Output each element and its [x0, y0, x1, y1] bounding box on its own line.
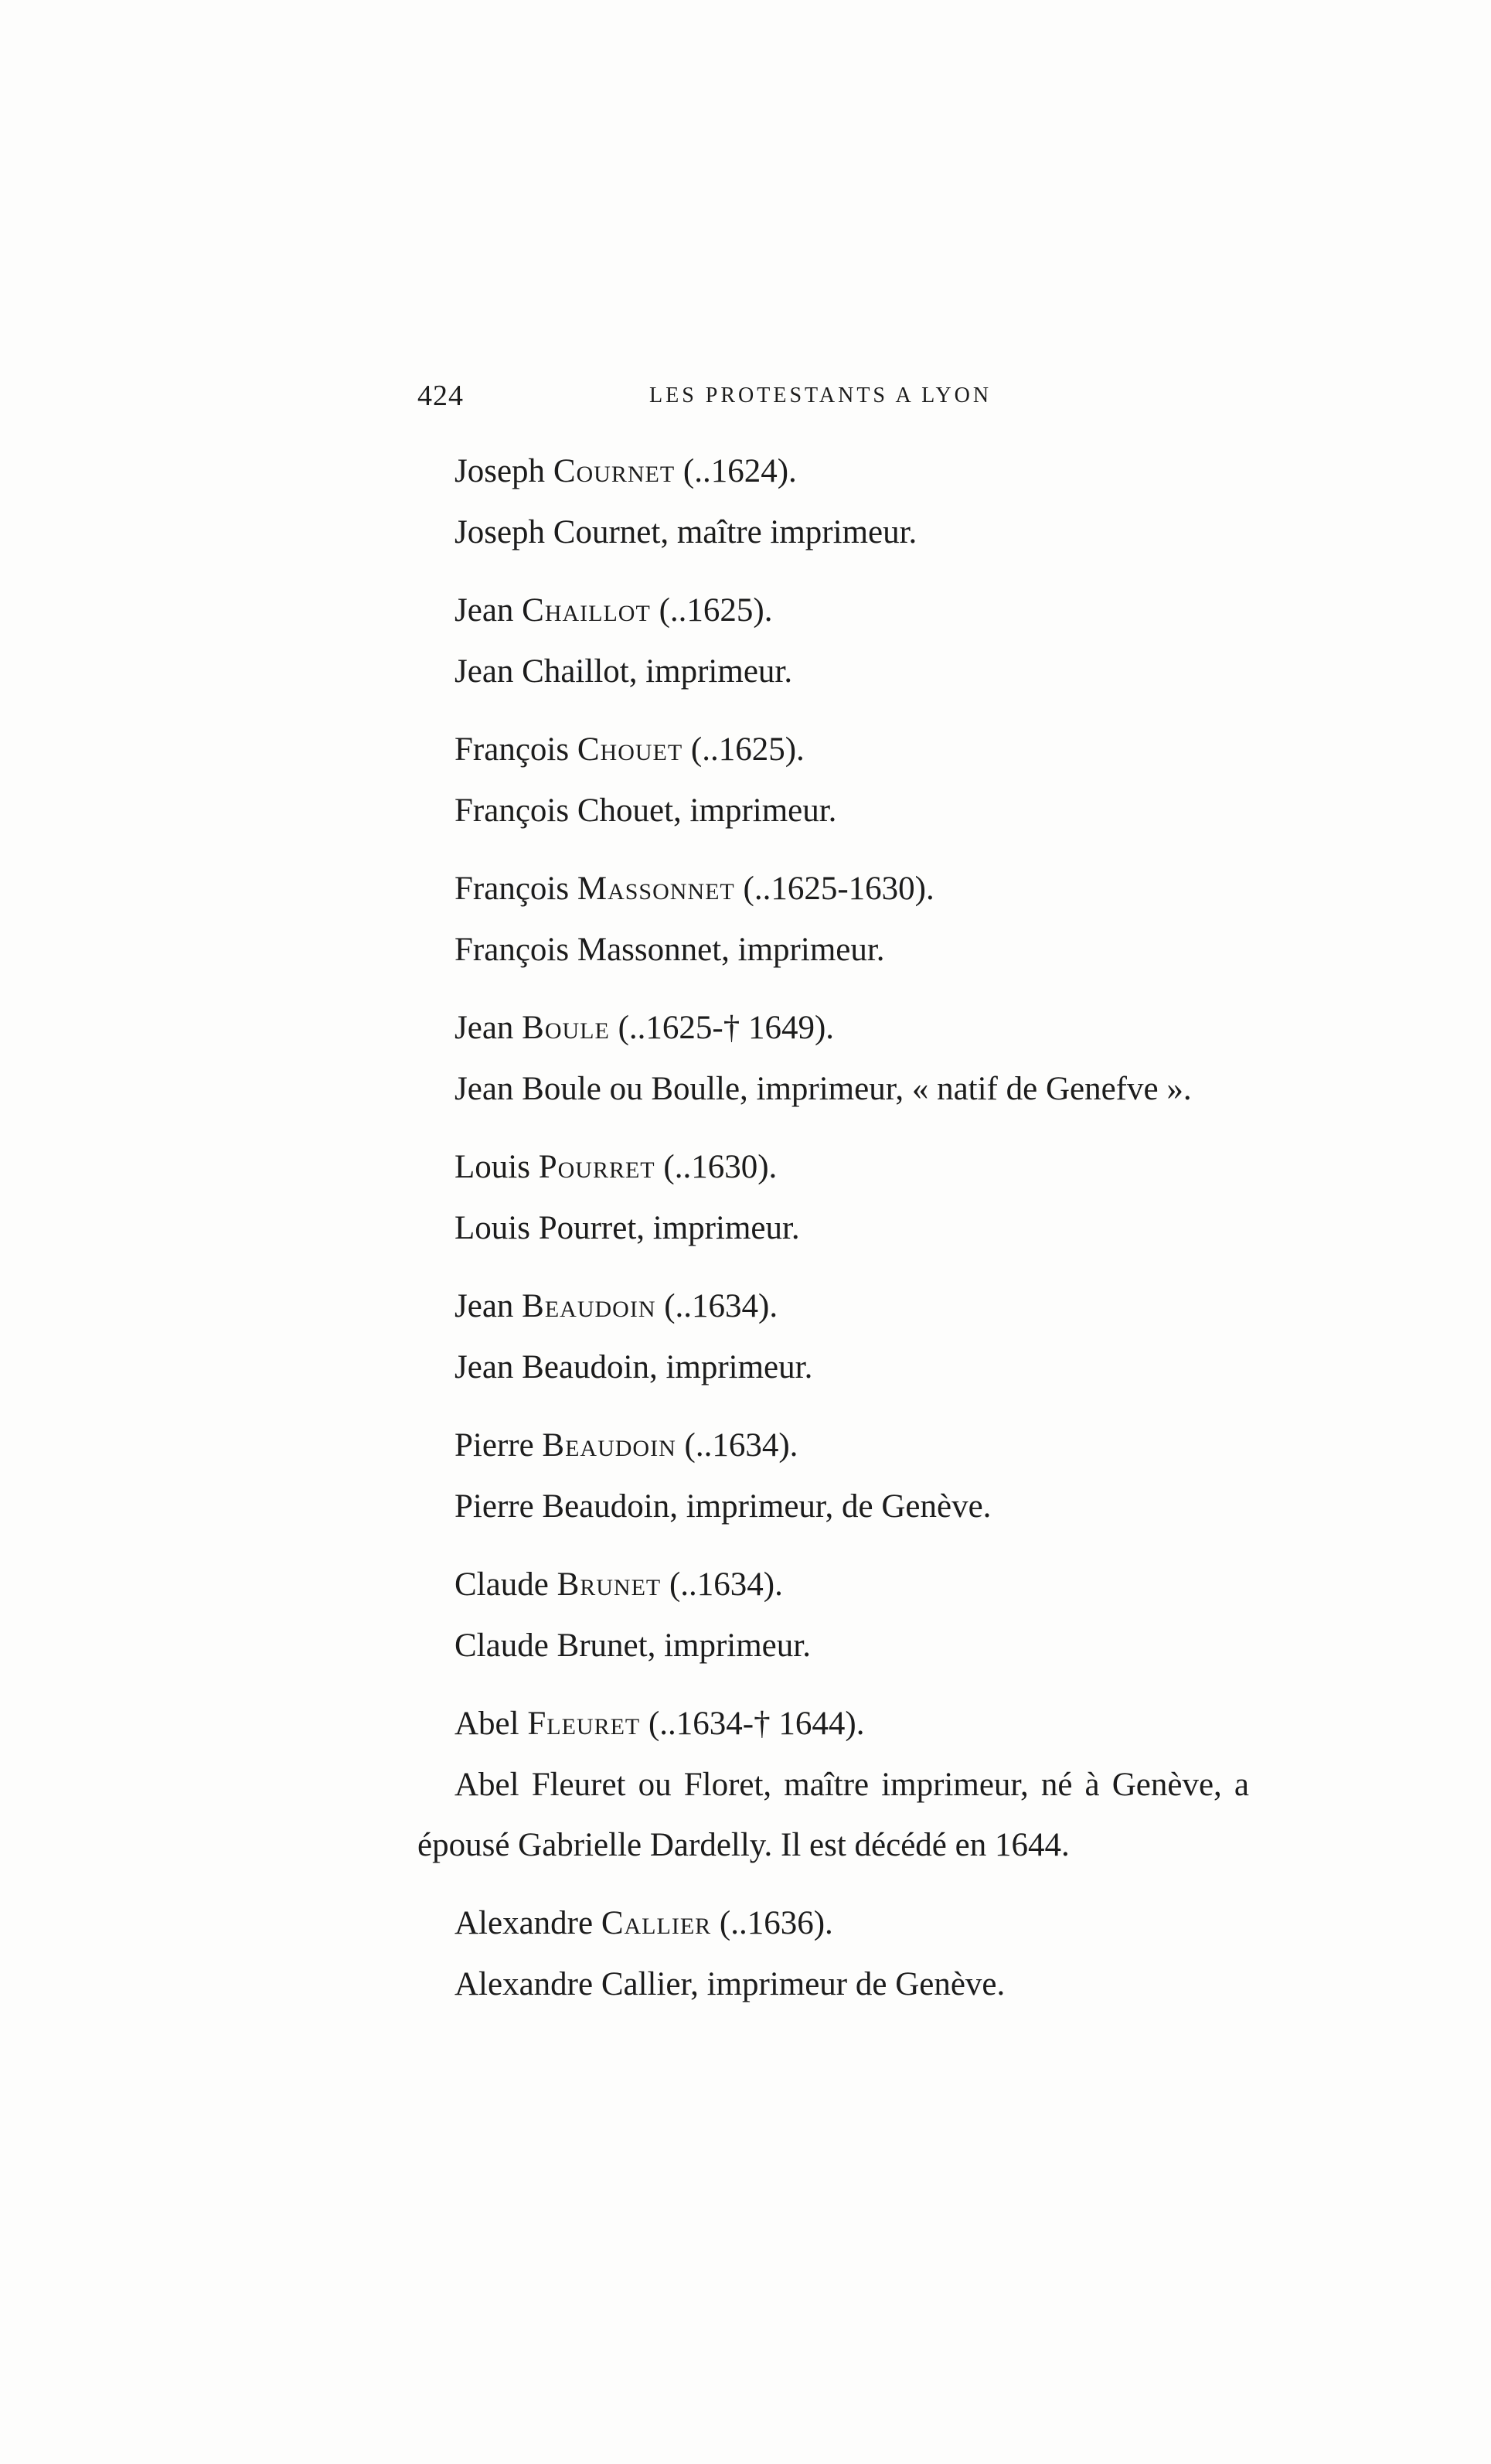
- dates: (..1636).: [719, 1905, 833, 1941]
- surname: Callier: [601, 1905, 712, 1941]
- given-name: Alexandre: [454, 1905, 594, 1941]
- surname: Fleuret: [527, 1706, 641, 1742]
- running-title: LES PROTESTANTS A LYON: [649, 383, 992, 407]
- surname: Pourret: [538, 1149, 655, 1185]
- entry-heading: [417, 997, 1268, 1059]
- given-name: Jean: [454, 1010, 514, 1046]
- dates: (..1630).: [663, 1149, 778, 1185]
- entry-chaillot: [417, 580, 1268, 702]
- surname: Beaudoin: [542, 1427, 676, 1464]
- entry-heading: [417, 1415, 1268, 1477]
- surname: Brunet: [557, 1566, 662, 1603]
- entry-description: Jean Chaillot, imprimeur.: [454, 653, 793, 690]
- given-name: Jean: [454, 1288, 514, 1324]
- entry-boule: [417, 997, 1268, 1120]
- entry-heading: [417, 1893, 1268, 1955]
- surname: Beaudoin: [522, 1288, 656, 1324]
- given-name: Pierre: [454, 1427, 534, 1464]
- entry-description: Alexandre Callier, imprimeur de Genève.: [454, 1966, 1006, 2002]
- given-name: Claude: [454, 1566, 549, 1603]
- entry-description: Jean Boule ou Boulle, imprimeur, « natif de Genefve ».: [454, 1071, 1192, 1107]
- given-name: Joseph: [454, 453, 546, 489]
- entry-cournet: [417, 441, 1268, 563]
- entry-heading: [417, 1693, 1268, 1755]
- given-name: Jean: [454, 592, 514, 629]
- entry-description: François Massonnet, imprimeur.: [454, 932, 885, 968]
- dates: (..1625-1630).: [743, 871, 934, 907]
- given-name: François: [454, 871, 570, 907]
- dates: (..1625).: [659, 592, 773, 629]
- entry-heading: [417, 719, 1268, 781]
- surname: Massonnet: [577, 871, 735, 907]
- surname: Chouet: [577, 731, 683, 768]
- entry-heading: [417, 1137, 1268, 1198]
- dates: (..1625-† 1649).: [618, 1010, 835, 1046]
- entry-heading: [417, 1276, 1268, 1338]
- entry-description: Louis Pourret, imprimeur.: [454, 1210, 800, 1246]
- page-number: 424: [417, 380, 464, 412]
- entry-description: François Chouet, imprimeur.: [454, 792, 837, 829]
- entry-brunet: [417, 1554, 1268, 1676]
- entry-pourret: [417, 1137, 1268, 1259]
- dates: (..1624).: [683, 453, 797, 489]
- entry-heading: [417, 441, 1268, 503]
- dates: (..1634).: [669, 1566, 783, 1603]
- entry-heading: [417, 858, 1268, 920]
- entry-chouet: [417, 719, 1268, 841]
- dates: (..1634).: [684, 1427, 798, 1464]
- surname: Boule: [522, 1010, 610, 1046]
- dates: (..1634-† 1644).: [648, 1706, 865, 1742]
- entry-heading: [417, 1554, 1268, 1616]
- entry-description: Jean Beaudoin, imprimeur.: [454, 1349, 813, 1385]
- given-name: Abel: [454, 1706, 519, 1742]
- entry-description: Claude Brunet, imprimeur.: [454, 1627, 811, 1664]
- entry-jean-beaudoin: [417, 1276, 1268, 1398]
- page-header: [417, 379, 1020, 417]
- entry-description: Abel Fleuret ou Floret, maître imprimeur, né à Genève, a épousé Gabrielle Dardelly. Il est décédé en 1644.: [417, 1767, 1249, 1863]
- entry-heading: [417, 580, 1268, 642]
- entry-massonnet: [417, 858, 1268, 980]
- entry-pierre-beaudoin: [417, 1415, 1268, 1537]
- entry-description: Pierre Beaudoin, imprimeur, de Genève.: [454, 1488, 992, 1525]
- dates: (..1634).: [664, 1288, 778, 1324]
- surname: Chaillot: [522, 592, 651, 629]
- given-name: Louis: [454, 1149, 530, 1185]
- entry-callier: [417, 1893, 1268, 2015]
- surname: Cournet: [553, 453, 676, 489]
- given-name: François: [454, 731, 570, 768]
- entry-description: Joseph Cournet, maître imprimeur.: [454, 514, 917, 550]
- dates: (..1625).: [690, 731, 805, 768]
- printer-entries-list: [417, 441, 1268, 2032]
- entry-fleuret: [417, 1693, 1268, 1876]
